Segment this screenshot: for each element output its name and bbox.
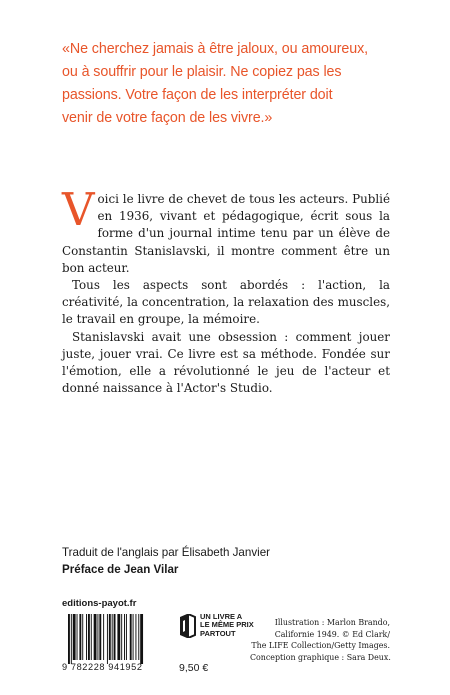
description-paragraph-3: Stanislavski avait une obsession : comment jouer juste, jouer vrai. Ce livre est sa méthode. Fondée sur l'émotion, elle a révolutionné le jeu de l'acteur et donné naissance à l'Actor's Studio.: [62, 329, 390, 396]
book-description: [62, 183, 390, 397]
credits: [62, 545, 270, 578]
drop-cap: V: [62, 183, 95, 236]
publisher-website: editions-payot.fr: [62, 598, 137, 609]
description-paragraph-1: [62, 183, 390, 277]
barcode-block: [62, 614, 170, 674]
translator-credit: Traduit de l'anglais par Élisabeth Janvier: [62, 546, 271, 559]
back-cover-quote: [62, 38, 394, 130]
preface-credit: Préface de Jean Vilar: [62, 562, 179, 576]
price: 9,50 €: [179, 662, 209, 674]
quote-line: passions. Votre façon de les interpréter doit: [62, 87, 333, 103]
paragraph-text: oici le livre de chevet de tous les acteurs. Publié en 1936, vivant et pédagogique, écrit sous la forme d'un journal intime tenu par un élève de Constantin Stanislavski, il montre comment être un bon acteur.: [62, 192, 390, 275]
illustration-credits: [250, 617, 390, 663]
quote-line: «Ne cherchez jamais à être jaloux, ou amoureux,: [62, 41, 369, 57]
quote-line: ou à souffrir pour le plaisir. Ne copiez pas les: [62, 64, 342, 80]
quote-line: venir de votre façon de les vivre.»: [62, 110, 273, 126]
book-label-icon: [179, 614, 196, 638]
description-paragraph-2: Tous les aspects sont abordés : l'action, la créativité, la concentration, la relaxation des muscles, le travail en groupe, la mémoire.: [62, 278, 390, 327]
illustration-line: The LIFE Collection/Getty Images.: [251, 641, 390, 651]
isbn-number: 9 782228 941952: [62, 662, 143, 672]
barcode-icon: [68, 614, 168, 664]
label-line: PARTOUT: [200, 628, 236, 638]
illustration-line: Illustration : Marlon Brando,: [274, 618, 390, 627]
label-line: LE MÊME PRIX: [200, 620, 254, 630]
illustration-line: Conception graphique : Sara Deux.: [250, 652, 391, 662]
label-line: UN LIVRE A: [200, 612, 243, 621]
prix-unique-label: [179, 612, 254, 643]
illustration-line: Californie 1949. © Ed Clark/: [274, 629, 390, 639]
